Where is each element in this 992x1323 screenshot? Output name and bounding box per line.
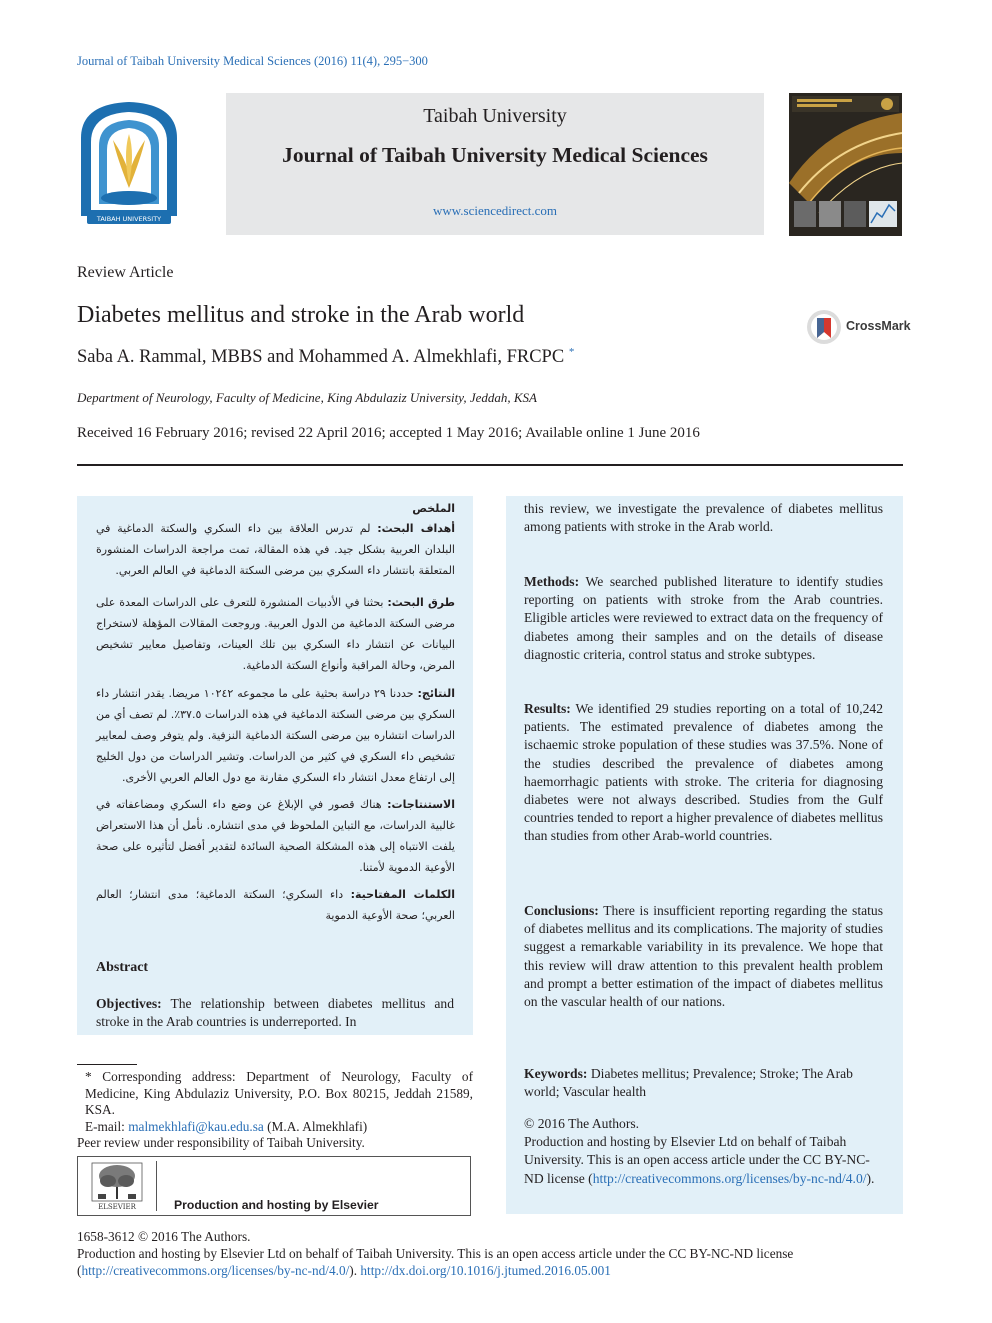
publishing-info [77,1228,903,1279]
arabic-results: النتائج: حددنا ٢٩ دراسة بحثية على ما مجموعه ١٠٢٤٢ مريضا. يقدر انتشار داء السكري بين مرضى السكتة الدماغية في هذه الدراسات ٣٧.٥٪. لم تصف أي من الدراسات انتشاره بين مرضى السكتة الدماغية النزفية. ولم يتوفر وصف لمعايير تشخيص داء السكري في كثير من الدراسات. وتشير الدراسات من دول الخليج إلى ارتفاع معدل انتشار داء السكري مقارنة مع دول العالم العربي الأخرى. [96,687,455,784]
arabic-keywords-label: الكلمات المفتاحية: [350,888,456,901]
results-label: Results: [524,701,571,716]
objectives-label: Objectives: [96,996,162,1011]
affiliation: Department of Neurology, Faculty of Medicine, King Abdulaziz University, Jeddah, KSA [77,390,537,405]
methods-label: Methods: [524,574,580,589]
abstract-license [524,1115,883,1188]
abstract-objectives: Objectives: The relationship between diabetes mellitus and stroke in the Arab countries is underreported. In [96,996,455,1030]
email-link[interactable]: malmekhlafi@kau.edu.sa [128,1118,264,1134]
arabic-methods-label: طرق البحث: [387,596,456,609]
elsevier-box [77,1156,471,1216]
doi-link[interactable]: http://dx.doi.org/10.1016/j.jtumed.2016.05.001 [360,1263,611,1278]
journal-name: Journal of Taibah University Medical Sciences [282,143,708,167]
footnote-divider [77,1064,137,1065]
arabic-abstract-heading: الملخص [412,502,455,515]
arabic-conclusions-label: الاستنتاجات: [387,798,456,811]
article-type: Review Article [77,264,174,281]
arabic-objectives: أهداف البحث: لم تدرس العلاقة بين داء السكري والسكتة الدماغية في البلدان العربية بشكل جيد. في هذه المقالة، تمت مراجعة الدراسات المنشورة المتعلقة بانتشار داء السكري بين مرضى السكتة الدماغية في العالم العربي. [96,522,455,577]
crossmark-badge[interactable] [806,309,911,345]
article-dates: Received 16 February 2016; revised 22 April 2016; accepted 1 May 2016; Available online 1 June 2016 [77,425,700,441]
conclusions-label: Conclusions: [524,903,599,918]
license-line: (http://creativecommons.org/licenses/by-nc-nd/4.0/). http://dx.doi.org/10.1016/j.jtumed.2016.05.001 [77,1263,611,1278]
university-name: Taibah University [423,105,567,127]
abstract-objectives-continued: this review, we investigate the prevalence of diabetes mellitus among patients with stroke in the Arab world. [524,501,883,535]
arabic-objectives-label: أهداف البحث: [377,522,455,535]
journal-header [226,93,764,235]
corresponding-author-mark[interactable]: * [568,346,575,358]
author-names: Saba A. Rammal, MBBS and Mohammed A. Almekhlafi, FRCPC [77,347,565,368]
keywords-label: Keywords: [524,1066,588,1081]
elsevier-tree-logo [88,1161,146,1211]
abstract-license-link[interactable]: http://creativecommons.org/licenses/by-nc-nd/4.0/ [592,1170,867,1186]
peer-review-note: Peer review under responsibility of Taibah University. [77,1135,365,1150]
taibah-university-logo [73,98,185,230]
header-divider [77,464,903,466]
abstract-conclusions: Conclusions: There is insufficient reporting regarding the status of diabetes mellitus and its complications. The majority of studies suggest a remarkable variability in its prevalence. We hope that this review will draw attention to this prevalent health problem and prompt a better estimation of the impact of diabetes mellitus on the vascular health of our nations. [524,903,883,1010]
elsevier-production-text: Production and hosting by Elsevier [174,1198,379,1212]
abstract-methods: Methods: We searched published literature to identify studies reporting on patients with stroke from the Arab countries. Eligible articles were reviewed to extract data on the frequency of diabetes among their samples and on the details of disease diagnostic criteria, control status and stroke subtypes. [524,574,884,662]
article-title: Diabetes mellitus and stroke in the Arab world [77,302,525,328]
arabic-conclusions: الاستنتاجات: هناك قصور في الإبلاغ عن وضع داء السكري ومضاعفاته في غالبية الدراسات، مع التباين الملحوظ في مدى انتشاره. نأمل أن هذا الاستعراض يلفت الانتباه إلى هذه المشكلة الصحية السائدة لتقدير أفضل لتأثيره على صحة الأوعية الدموية لأمتنا. [96,798,456,874]
abstract-results: Results: We identified 29 studies reporting on a total of 10,242 patients. The estimated prevalence of diabetes among the ischaemic stroke population of these studies was 37.5%. None of the studies described the prevalence of diabetes among haemorrhagic patients with stroke. The criteria for diagnosing diabetes were not always described. Studies from the Gulf countries tended to report a higher prevalence of diabetes mellitus than studies from other Arab-world countries. [524,701,883,844]
abstract-copyright: © 2016 The Authors. [524,1116,640,1131]
sciencedirect-link[interactable]: www.sciencedirect.com [432,203,558,218]
elsevier-divider [156,1161,157,1211]
elsevier-logo-text: ELSEVIER [98,1203,136,1211]
footnote [77,1069,473,1152]
abstract-hosting: Production and hosting by Elsevier Ltd on behalf of Taibah University. This is an open access article under the CC BY-NC-ND license (http://creativecommons.org/licenses/by-nc-nd/4.0/). [524,1134,875,1186]
authors [77,346,574,368]
abstract-keywords: Keywords: Diabetes mellitus; Prevalence; Stroke; The Arab world; Vascular health [524,1066,853,1100]
arabic-methods: طرق البحث: بحثنا في الأدبيات المنشورة للتعرف على الدراسات المعدة على مرضى السكتة الدماغية من الدول العربية. وروجعت المقالات المؤهلة لاستخراج البيانات عن انتشار داء السكري بين تلك العينات، وتفاصيل معايير تشخيص المرض، وحالة المراقبة وأنواع السكتة الدماغية. [96,596,456,672]
license-link[interactable]: http://creativecommons.org/licenses/by-nc-nd/4.0/ [81,1263,350,1278]
arabic-results-label: النتائج: [417,687,455,700]
logo-caption: TAIBAH UNIVERSITY [96,215,162,223]
email-line: E-mail: malmekhlafi@kau.edu.sa (M.A. Almekhlafi) [85,1118,368,1134]
arabic-keywords: الكلمات المفتاحية: داء السكري؛ السكتة الدماغية؛ مدى انتشار؛ العالم العربي؛ صحة الأوعية الدموية [96,888,456,922]
corresponding-address: * Corresponding address: Department of Neurology, Faculty of Medicine, King Abdulaziz University, P.O. Box 80215, Jeddah 21589, KSA. [85,1069,473,1117]
crossmark-icon [806,309,842,345]
production-line: Production and hosting by Elsevier Ltd on behalf of Taibah University. This is an open access article under the CC BY-NC-ND license [77,1246,794,1261]
crossmark-label: CrossMark [846,319,911,333]
abstract-heading: Abstract [96,960,149,975]
issn-line: 1658-3612 © 2016 The Authors. [77,1229,251,1244]
journal-reference[interactable]: Journal of Taibah University Medical Sciences (2016) 11(4), 295−300 [77,54,428,68]
journal-cover-image [789,93,902,236]
